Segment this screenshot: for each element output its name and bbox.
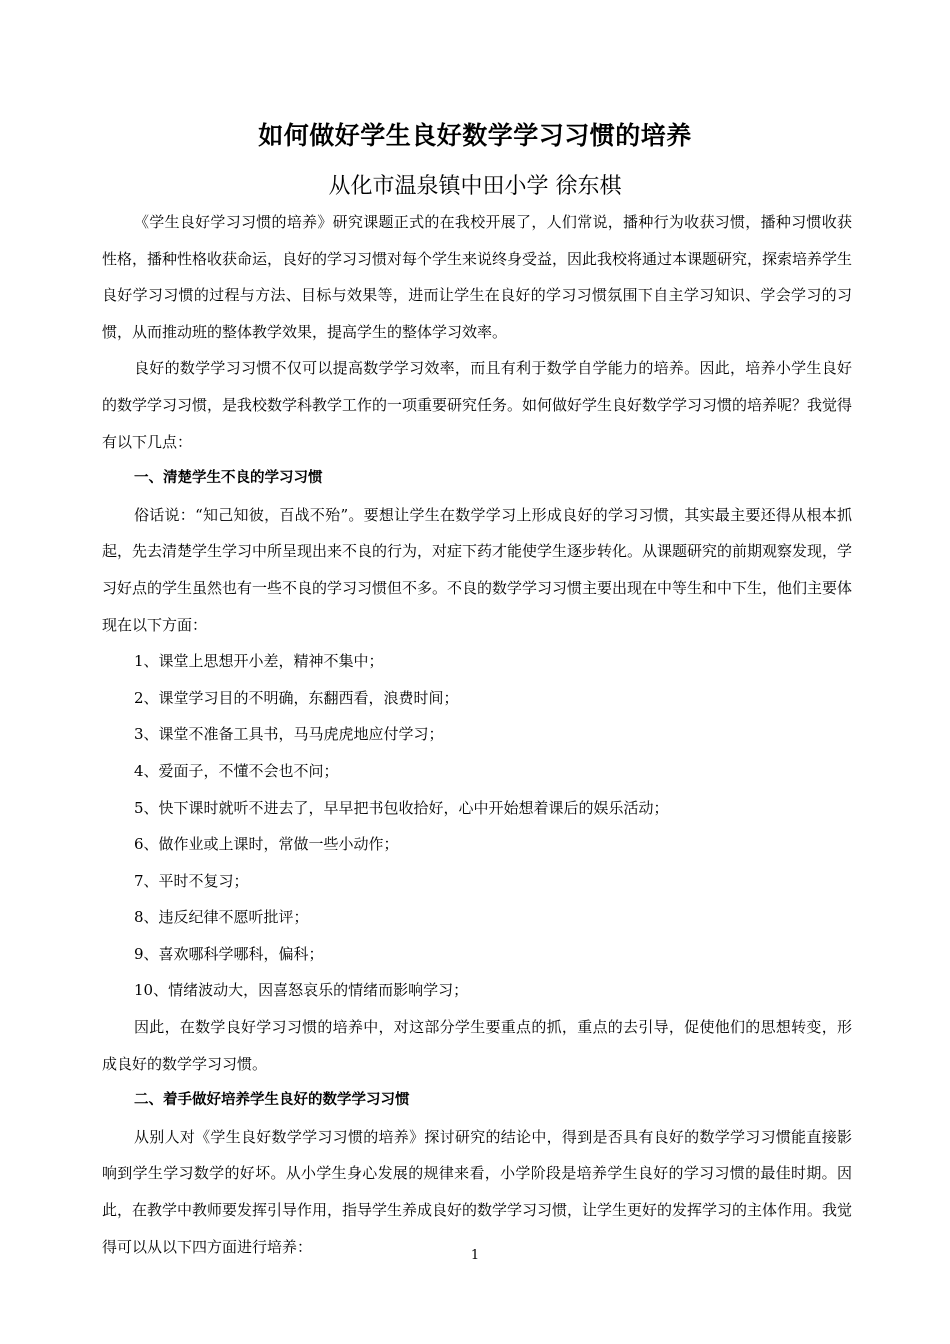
paragraph-conclusion-1: 因此，在数学良好学习习惯的培养中，对这部分学生要重点的抓，重点的去引导，促使他们的思想转变，形成良好的数学学习习惯。 [102, 1018, 852, 1073]
list-item: 10、情绪波动大，因喜怒哀乐的情绪而影响学习； [134, 981, 469, 1000]
paragraph-purpose: 良好的数学学习习惯不仅可以提高数学学习效率，而且有利于数学自学能力的培养。因此，培养小学生良好的数学学习习惯，是我校数学科教学工作的一项重要研究任务。如何做好学生良好数学学习习惯的培养呢？我觉得有以下几点： [102, 359, 853, 451]
section-heading-2: 二、着手做好培养学生良好的数学学习习惯 [134, 1092, 410, 1109]
bad-habits-list [102, 643, 852, 1009]
paragraph-intro: 《学生良好学习习惯的培养》研究课题正式的在我校开展了，人们常说，播种行为收获习惯，播种习惯收获性格，播种性格收获命运，良好的学习习惯对每个学生来说终身受益，因此我校将通过本课题研究，探索培养学生良好学习习惯的过程与方法、目标与效果等，进而让学生在良好的学习习惯氛围下自主学习知识、学会学习的习惯，从而推动班的整体教学效果，提高学生的整体学习效率。 [102, 213, 853, 341]
author-line: 从化市温泉镇中田小学 徐东棋 [328, 174, 622, 199]
list-item: 1、课堂上思想开小差，精神不集中； [134, 652, 384, 671]
list-item: 7、平时不复习； [134, 871, 249, 890]
list-item: 8、违反纪律不愿听批评； [134, 908, 309, 927]
document-body [102, 204, 852, 1265]
page-number: 1 [470, 1248, 480, 1263]
list-item: 9、喜欢哪科学哪科，偏科； [134, 944, 324, 963]
list-item: 6、做作业或上课时，常做一些小动作； [134, 835, 399, 854]
paragraph-section-2: 从别人对《学生良好数学学习习惯的培养》探讨研究的结论中，得到是否具有良好的数学学习习惯能直接影响到学生学习数学的好坏。从小学生身心发展的规律来看，小学阶段是培养学生良好的学习习惯的最佳时期。因此，在教学中教师要发挥引导作用，指导学生养成良好的数学学习习惯，让学生更好的发挥学习的主体作用。我觉得可以从以下四方面进行培养： [102, 1127, 853, 1256]
list-item: 2、课堂学习目的不明确，东翻西看，浪费时间； [134, 688, 459, 707]
document-title: 如何做好学生良好数学学习习惯的培养 [258, 121, 692, 150]
list-item: 5、快下课时就听不进去了，早早把书包收拾好，心中开始想着课后的娱乐活动； [134, 798, 669, 817]
list-item: 3、课堂不准备工具书，马马虎虎地应付学习； [134, 725, 444, 744]
paragraph-section-1: 俗话说：“知己知彼，百战不殆”。要想让学生在数学学习上形成良好的学习习惯，其实最主要还得从根本抓起，先去清楚学生学习中所呈现出来不良的行为，对症下药才能使学生逐步转化。从课题研究的前期观察发现，学习好点的学生虽然也有一些不良的学习习惯但不多。不良的数学学习习惯主要出现在中等生和中下生，他们主要体现在以下方面： [102, 505, 853, 634]
list-item: 4、爱面子，不懂不会也不问； [134, 761, 339, 780]
section-heading-1: 一、清楚学生不良的学习习惯 [134, 470, 323, 487]
